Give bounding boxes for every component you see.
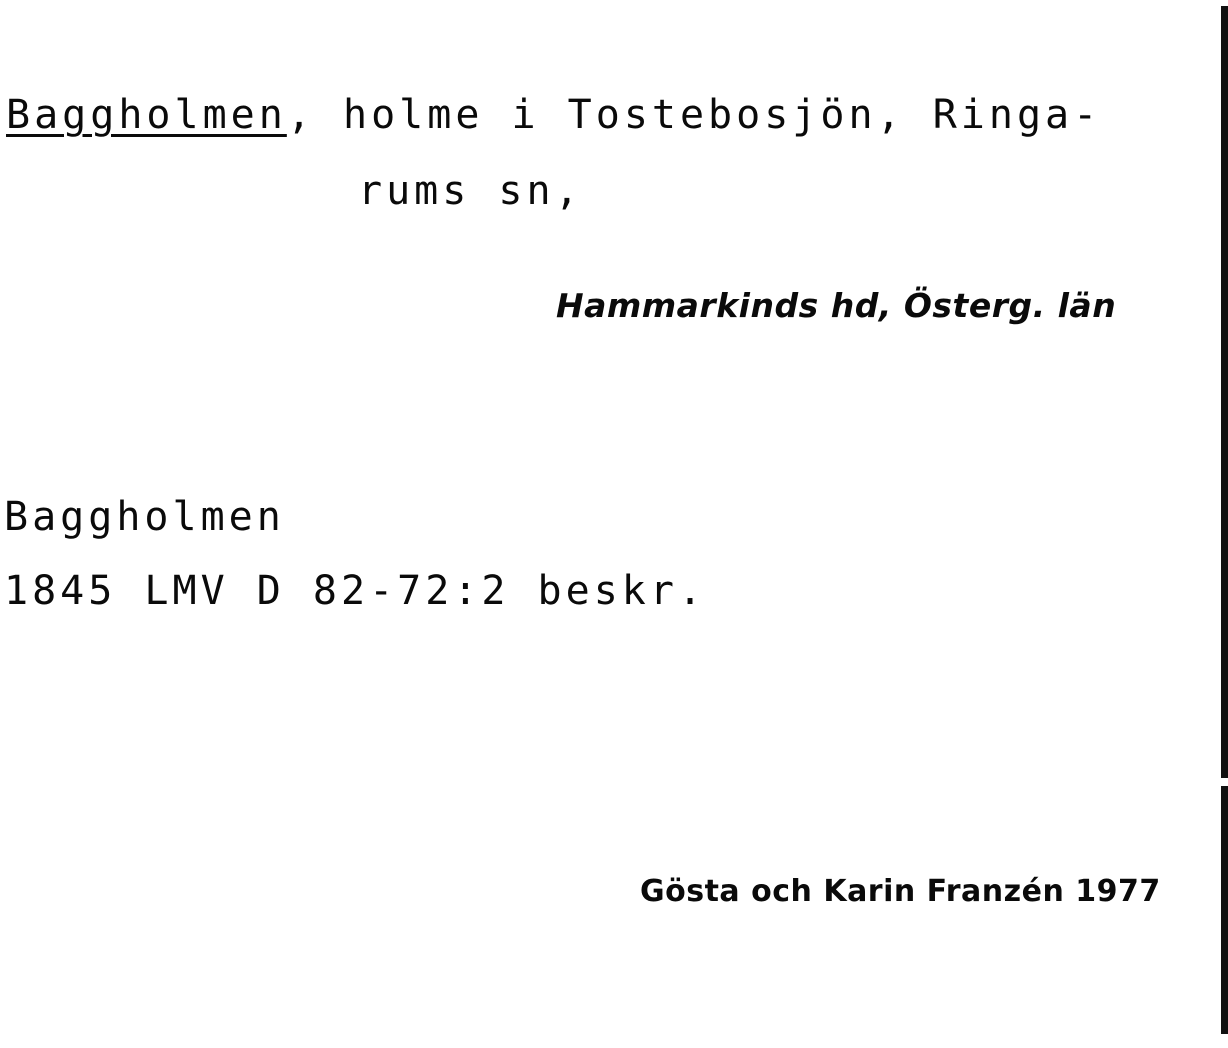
scan-edge-right — [1221, 0, 1228, 1048]
credit-line: Gösta och Karin Franzén 1977 — [640, 874, 1161, 909]
headword-line — [6, 92, 1101, 138]
headword-continuation: rums sn, — [358, 168, 583, 214]
source-name: Baggholmen — [4, 494, 285, 540]
scan-edge-gap-top — [1219, 0, 1228, 6]
scan-edge-gap-middle — [1219, 778, 1228, 786]
headword-rest: , holme i Tostebosjön, Ringa- — [286, 92, 1102, 138]
source-reference: 1845 LMV D 82-72:2 beskr. — [4, 568, 707, 614]
district-line: Hammarkinds hd, Österg. län — [556, 286, 1117, 325]
scan-edge-gap-bottom — [1219, 1034, 1228, 1048]
headword: Baggholmen — [6, 92, 287, 138]
